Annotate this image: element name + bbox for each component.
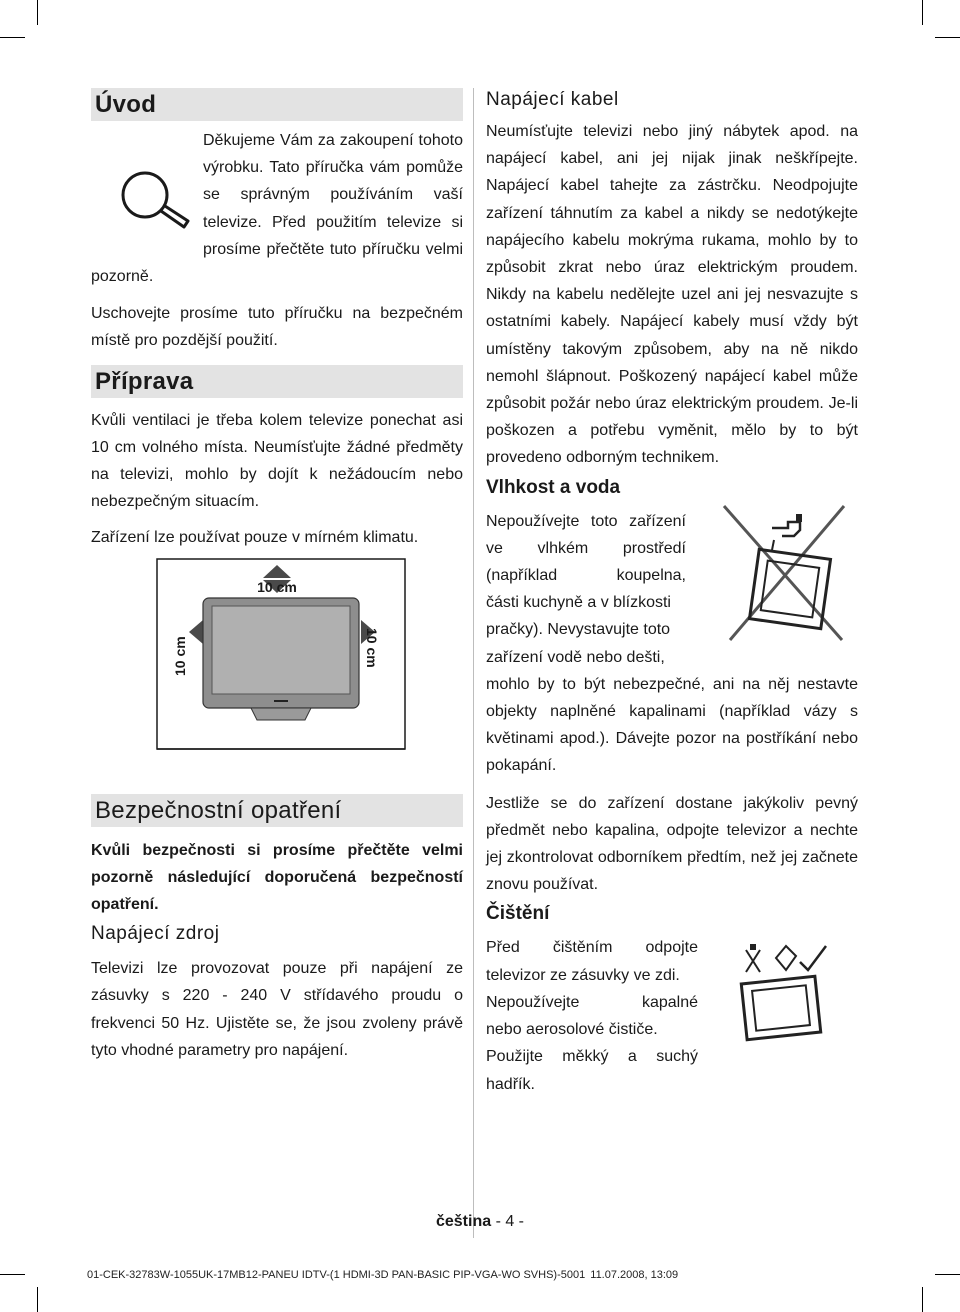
no-water-icon [714, 500, 862, 646]
print-date: 11.07.2008, 13:09 [590, 1269, 679, 1281]
moisture-line: zařízení vodě nebo dešti, [486, 648, 665, 666]
moisture-line: pračky). Nevystavujte toto [486, 621, 671, 639]
print-file-line [87, 1269, 678, 1281]
moisture-heading: Vlhkost a voda [486, 476, 621, 498]
intro-paragraph: Děkujeme Vám za zakoupení tohoto výrobku. Tato příručka vám pomůže se správným používáním vaší televize. Před použitím televize si prosíme přečtěte tuto příručku velmi pozorně. [91, 132, 463, 286]
cleaning-heading: Čištění [486, 903, 550, 925]
cleaning-line: hadřík. [486, 1075, 535, 1093]
right-column [486, 86, 858, 1098]
page-number: - 4 - [495, 1213, 525, 1230]
crop-mark [935, 1274, 960, 1275]
power-source-paragraph: Televizi lze provozovat pouze při napájení ze zásuvky s 220 - 240 V střídavého proudu o frekvenci 50 Hz. Ujistěte se, že jsou zvoleny právě tyto vhodné parametry pro napájení. [91, 960, 463, 1059]
cleaning-line: Nepoužívejte kapalné [486, 993, 698, 1011]
intro-heading: Úvod [91, 88, 463, 121]
crop-mark [0, 1274, 25, 1275]
right-clearance-label: 10 cm [364, 627, 380, 668]
crop-mark [922, 1287, 923, 1312]
cleaning-icon [734, 940, 834, 1042]
cleaning-line: Před čištěním odpojte [486, 939, 698, 957]
moisture-line: části kuchyně a v blízkosti [486, 594, 671, 612]
cleaning-line: Použijte měkký a suchý [486, 1048, 698, 1066]
crop-mark [922, 0, 923, 25]
crop-mark [37, 1287, 38, 1312]
crop-mark [0, 37, 25, 38]
crop-mark [37, 0, 38, 25]
crop-mark [935, 37, 960, 38]
ventilation-figure [91, 558, 463, 754]
power-cable-heading: Napájecí kabel [486, 89, 619, 110]
moisture-line: Nepoužívejte toto zařízení [486, 512, 686, 530]
magnifier-icon [111, 167, 197, 233]
print-file-name: 01-CEK-32783W-1055UK-17MB12-PANEU IDTV-(1 HDMI-3D PAN-BASIC PIP-VGA-WO SVHS)-5001 [87, 1269, 586, 1281]
intro-paragraph-2: Uschovejte prosíme tuto příručku na bezpečném místě pro pozdější použití. [91, 305, 463, 350]
page-footer [0, 1213, 960, 1231]
safety-heading: Bezpečnostní opatření [91, 794, 463, 827]
cleaning-line: televizor ze zásuvky ve zdi. [486, 966, 680, 984]
preparation-paragraph-2: Zařízení lze používat pouze v mírném klimatu. [91, 529, 419, 547]
left-column [91, 88, 463, 1064]
moisture-paragraph: mohlo by to být nebezpečné, ani na něj nestavte objekty naplněné kapalinami (například vázy s květinami apod.). Dávejte pozor na postříkání nebo pokapání. [486, 675, 858, 775]
footer-language: čeština [435, 1213, 492, 1230]
power-source-heading: Napájecí zdroj [91, 923, 220, 945]
preparation-heading: Příprava [91, 365, 463, 398]
safety-intro: Kvůli bezpečnosti si prosíme přečtěte velmi pozorně následující doporučená bezpečností opatření. [91, 841, 463, 914]
top-clearance-label: 10 cm [257, 578, 297, 595]
moisture-paragraph-2: Jestliže se do zařízení dostane jakýkoliv pevný předmět nebo kapalina, odpojte televizor a nechte jej zkontrolovat odborníkem předtím, než jej začnete znovu používat. [486, 794, 858, 894]
cleaning-line: nebo aerosolové čističe. [486, 1021, 658, 1039]
preparation-paragraph: Kvůli ventilaci je třeba kolem televize ponechat asi 10 cm volného místa. Neumísťujte žádné předměty na televizi, mohlo by dojít k nežádoucím nebo nebezpečným situacím. [91, 411, 463, 511]
moisture-line: ve vlhkém prostředí [486, 539, 686, 557]
left-clearance-label: 10 cm [172, 635, 188, 676]
power-cable-paragraph: Neumísťujte televizi nebo jiný nábytek apod. na napájecí kabel, ani jej nijak jinak neškřípejte. Napájecí kabel tahejte za zástrčku. Neodpojujte zařízení táhnutím za kabel a nikdy se nedotýkejte napájecího kabelu mokrýma rukama, mohlo by to způsobit zkrat nebo úraz elektrickým proudem. Nikdy na kabelu nedělejte uzel ani jej nesvazujte s ostatními kabely. Napájecí kabely musí vždy být umístěny takovým způsobem, aby na ně nikdo nemohl šlápnout. Poškozený napájecí kabel může způsobit požár nebo úraz elektrickým proudem. Je-li poškozen a potřebu vyměnit, mělo by to být provedeno odborným technikem. [486, 123, 858, 467]
moisture-line: (například koupelna, [486, 567, 686, 585]
column-divider [473, 88, 474, 1238]
